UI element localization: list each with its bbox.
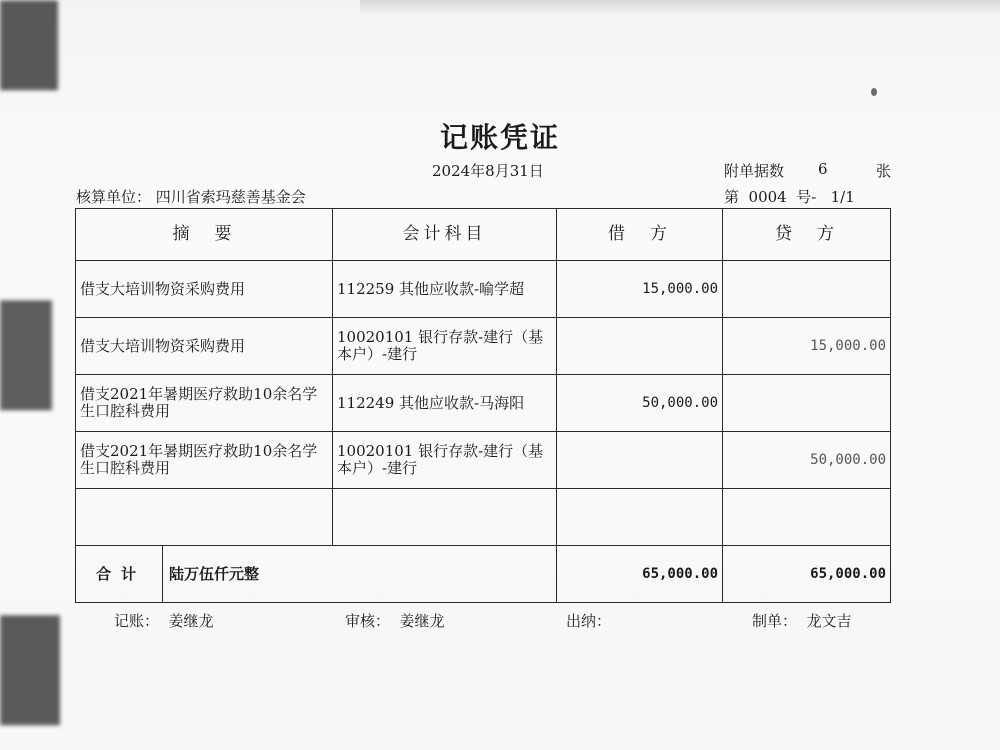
row-credit <box>723 261 891 318</box>
total-amount-words: 陆万伍仟元整 <box>169 564 260 583</box>
preparer-signature <box>752 610 852 631</box>
accounting-unit-name: 四川省索玛慈善基金会 <box>155 188 306 206</box>
table-row <box>76 318 891 375</box>
row-account: 112249 其他应收款-马海阳 <box>333 375 557 432</box>
attachment-info <box>724 160 892 181</box>
total-summary-cell <box>76 546 557 603</box>
reviewer-text: 审核： 姜继龙 <box>345 612 445 630</box>
table-row <box>76 375 891 432</box>
scan-artifact-middle <box>0 300 52 410</box>
total-credit: 65,000.00 <box>723 546 891 603</box>
table-row <box>76 432 891 489</box>
cashier-signature <box>566 610 611 631</box>
scan-artifact-bottom <box>0 615 60 725</box>
reviewer-signature <box>345 610 445 631</box>
header-account: 会计科目 <box>333 209 557 261</box>
voucher-table <box>75 208 891 603</box>
row-debit <box>557 489 723 546</box>
cashier-text: 出纳： <box>566 612 612 630</box>
voucher-date: 2024年8月31日 <box>432 162 544 180</box>
row-credit <box>723 375 891 432</box>
bookkeeper-signature <box>114 610 214 631</box>
attachment-count: 6 <box>818 160 828 178</box>
row-account <box>333 489 557 546</box>
attachment-unit: 张 <box>876 162 892 180</box>
voucher-title: 记账凭证 <box>439 121 560 154</box>
voucher-number <box>724 186 855 207</box>
row-credit <box>723 489 891 546</box>
header-debit: 借 方 <box>557 209 723 261</box>
total-debit: 65,000.00 <box>557 546 723 603</box>
row-account: 10020101 银行存款-建行（基本户）-建行 <box>333 318 557 375</box>
attachment-label: 附单据数 <box>724 162 785 180</box>
table-row-empty <box>76 489 891 546</box>
voucher-number-text: 第 0004 号- 1/1 <box>724 188 855 206</box>
scan-speck <box>871 88 877 96</box>
accounting-unit <box>76 186 306 207</box>
header-summary: 摘 要 <box>76 209 333 261</box>
row-debit <box>557 318 723 375</box>
scan-artifact-top <box>0 0 58 90</box>
preparer-text: 制单： 龙文吉 <box>752 612 852 630</box>
row-debit <box>557 432 723 489</box>
table-header-row <box>76 209 891 261</box>
row-summary: 借支大培训物资采购费用 <box>76 318 333 375</box>
total-row <box>76 546 891 603</box>
row-account: 10020101 银行存款-建行（基本户）-建行 <box>333 432 557 489</box>
row-debit: 15,000.00 <box>557 261 723 318</box>
accounting-unit-label: 核算单位： <box>76 188 152 206</box>
bookkeeper-text: 记账： 姜继龙 <box>114 612 214 630</box>
row-summary: 借支2021年暑期医疗救助10余名学生口腔科费用 <box>76 375 333 432</box>
scan-edge-shadow <box>360 0 1000 14</box>
row-summary: 借支大培训物资采购费用 <box>76 261 333 318</box>
total-label: 合计 <box>80 546 163 602</box>
row-account: 112259 其他应收款-喻学超 <box>333 261 557 318</box>
row-summary <box>76 489 333 546</box>
row-debit: 50,000.00 <box>557 375 723 432</box>
table-row <box>76 261 891 318</box>
row-credit: 15,000.00 <box>723 318 891 375</box>
header-credit: 贷 方 <box>723 209 891 261</box>
row-summary: 借支2021年暑期医疗救助10余名学生口腔科费用 <box>76 432 333 489</box>
row-credit: 50,000.00 <box>723 432 891 489</box>
